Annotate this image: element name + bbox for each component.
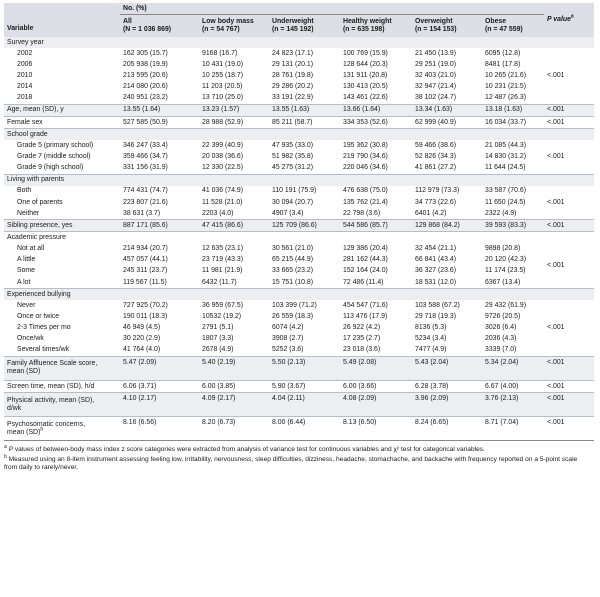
table-header (4, 3, 594, 37)
section-experienced-bullying (4, 289, 594, 301)
section-label: School grade (4, 129, 594, 141)
header-p-value: P value$^a$ (544, 3, 594, 37)
header-no-pct: No. (%) (120, 3, 544, 15)
p-value: <.001 (547, 198, 565, 206)
section-label: Survey year (4, 37, 594, 48)
p-value: <.001 (547, 152, 565, 160)
p-value: <.001 (547, 324, 565, 332)
header-low-body-mass: Low body mass (n = 54 767) (199, 15, 269, 38)
section-living-with-parents (4, 174, 594, 186)
section-label: Academic pressure (4, 232, 594, 244)
table-row: Never 727 925 (70.2) 36 959 (67.5) 103 399 (71.2) 454 547 (71.6) 103 588 (67.2) 29 432 (61.9) <.001 (4, 300, 594, 311)
row-label: Psychosomatic concerns, mean (SD)$^b$ (4, 417, 120, 441)
p-value: <.001 (544, 380, 594, 392)
section-label: Living with parents (4, 174, 594, 186)
row-physical-activity: Physical activity, mean (SD), d/wk 4.10 (2.17) 4.09 (2.17) 4.04 (2.11) 4.08 (2.09) 3.96 (2.09) 3.76 (2.13) <.001 (4, 393, 594, 417)
section-label: Experienced bullying (4, 289, 594, 301)
section-school-grade (4, 129, 594, 141)
table-row: Once/wk 30 220 (2.9) 1807 (3.3) 3908 (2.7) 17 235 (2.7) 5234 (3.4) 2036 (4.3) (17, 335, 517, 343)
table-row: Both 774 431 (74.7) 41 036 (74.9) 110 191 (75.9) 476 638 (75.0) 112 979 (73.3) 33 587 (70.6) <.001 (4, 186, 594, 197)
table-row: 2018 240 951 (23.2) 13 710 (25.0) 33 191 (22.9) 143 461 (22.6) 38 102 (24.7) 12 487 (26.3) (17, 94, 526, 102)
row-family-affluence: Family Affluence Scale score, mean (SD) 5.47 (2.09) 5.40 (2.19) 5.50 (2.13) 5.49 (2.08) 5.43 (2.04) 5.34 (2.04) <.001 (4, 356, 594, 380)
table-row: Grade 9 (high school) 331 156 (31.9) 12 330 (22.5) 45 275 (31.2) 220 046 (34.6) 41 861 (27.2) 11 644 (24.5) (17, 164, 526, 172)
footnote-b: $^b$ Measured using an 8-item instrument assessing feeling low, irritability, nervousness, sleep difficulties, dizziness, headache, stomachache, and backache with frequency reported on a 5-point scale from daily to rarely/never. (4, 453, 578, 472)
table-body (4, 37, 594, 441)
table-page (0, 3, 600, 597)
p-value: <.001 (544, 104, 594, 116)
footnotes (4, 443, 592, 473)
header-healthy-weight: Healthy weight (n = 635 198) (340, 15, 412, 38)
p-value: <.001 (547, 261, 565, 269)
p-value: <.001 (544, 356, 594, 380)
p-value: <.001 (544, 393, 594, 417)
table-row: A lot 119 567 (11.5) 6432 (11.7) 15 751 (10.8) 72 486 (11.4) 18 531 (12.0) 6367 (13.4) (17, 278, 521, 286)
row-female-sex: Female sex 527 585 (50.9) 28 988 (52.9) 85 211 (58.7) 334 353 (52.6) 62 999 (40.9) 16 034 (33.7) <.001 (4, 116, 594, 128)
table-row: Grade 7 (middle school) 359 466 (34.7) 20 038 (36.6) 51 982 (35.8) 219 790 (34.6) 52 826 (34.3) 14 830 (31.2) (17, 152, 526, 160)
row-age: Age, mean (SD), y 13.55 (1.64) 13.23 (1.57) 13.55 (1.63) 13.66 (1.64) 13.34 (1.63) 13.18 (1.63) <.001 (4, 104, 594, 116)
header-all: All (N = 1 036 869) (120, 15, 199, 38)
row-sibling-presence: Sibling presence, yes 887 171 (85.6) 47 415 (86.6) 125 709 (86.6) 544 586 (85.7) 129 868 (84.2) 39 593 (83.3) <.001 (4, 220, 594, 232)
table-row: Grade 5 (primary school) 346 247 (33.4) 22 399 (40.9) 47 935 (33.0) 195 362 (30.8) 59 466 (38.6) 21 085 (44.3) <.001 (4, 140, 594, 151)
section-academic-pressure (4, 232, 594, 244)
table-row: 2010 213 595 (20.6) 10 255 (18.7) 28 761 (19.8) 131 911 (20.8) 32 403 (21.0) 10 265 (21.6) (17, 71, 526, 79)
row-label: Physical activity, mean (SD), d/wk (4, 393, 120, 417)
header-underweight: Underweight (n = 145 192) (269, 15, 340, 38)
row-label: Family Affluence Scale score, mean (SD) (4, 356, 120, 380)
p-value: <.001 (547, 71, 565, 79)
table-row: 2014 214 080 (20.6) 11 203 (20.5) 29 286 (20.2) 130 413 (20.5) 32 947 (21.4) 10 231 (21.5) (17, 83, 526, 91)
p-value: <.001 (544, 220, 594, 232)
table-row: Neither 38 631 (3.7) 2203 (4.0) 4907 (3.4) 22 798 (3.6) 6401 (4.2) 2322 (4.9) (17, 209, 517, 217)
table-row: Some 245 311 (23.7) 11 981 (21.9) 33 665 (23.2) 152 164 (24.0) 36 327 (23.6) 11 174 (23.5) (17, 267, 526, 275)
table-row: 2-3 Times per mo 46 949 (4.5) 2791 (5.1) 6074 (4.2) 26 922 (4.2) 8136 (5.3) 3026 (6.4) (17, 324, 517, 332)
table-row: 2002 162 305 (15.7) 9168 (16.7) 24 823 (17.1) 100 769 (15.9) 21 450 (13.9) 6095 (12.8) <.001 (4, 48, 594, 59)
p-value: <.001 (544, 417, 594, 441)
table-row: Not at all 214 934 (20.7) 12 635 (23.1) 30 561 (21.0) 129 386 (20.4) 32 454 (21.1) 9898 (20.8) <.001 (4, 244, 594, 255)
footnote-a: $^a$ P values of between-body mass index z score categories were extracted from analysis of variance test for continuous variables and χ² test for categorical variables. (4, 443, 485, 454)
table-row: Once or twice 190 011 (18.3) 10532 (19.2) 26 559 (18.3) 113 476 (17.9) 29 718 (19.3) 9726 (20.5) (17, 312, 521, 320)
header-variable: Variable (4, 3, 120, 37)
section-survey-year (4, 37, 594, 48)
table-row: 2006 205 938 (19.9) 10 431 (19.0) 29 131 (20.1) 128 644 (20.3) 29 251 (19.0) 8481 (17.8) (17, 60, 521, 68)
table-row: A little 457 057 (44.1) 23 719 (43.3) 65 215 (44.9) 281 162 (44.3) 66 841 (43.4) 20 120 (42.3) (17, 256, 526, 264)
row-screen-time: Screen time, mean (SD), h/d 6.06 (3.71) 6.00 (3.85) 5.90 (3.67) 6.00 (3.66) 6.28 (3.78) 6.67 (4.00) <.001 (4, 380, 594, 392)
table-row: Several times/wk 41 764 (4.0) 2678 (4.9) 5252 (3.6) 23 018 (3.6) 7477 (4.9) 3339 (7.0) (17, 346, 517, 354)
p-value: <.001 (544, 116, 594, 128)
header-overweight: Overweight (n = 154 153) (412, 15, 482, 38)
table-row: One of parents 223 807 (21.6) 11 528 (21.0) 30 094 (20.7) 135 762 (21.4) 34 773 (22.6) 11 650 (24.5) (17, 198, 526, 206)
row-psychosomatic-concerns: Psychosomatic concerns, mean (SD)$^b$ 8.16 (6.56) 8.20 (6.73) 8.00 (6.44) 8.13 (6.50) 8.24 (6.65) 8.71 (7.04) <.001 (4, 417, 594, 441)
header-obese: Obese (n = 47 559) (482, 15, 544, 38)
characteristics-table (4, 3, 594, 441)
